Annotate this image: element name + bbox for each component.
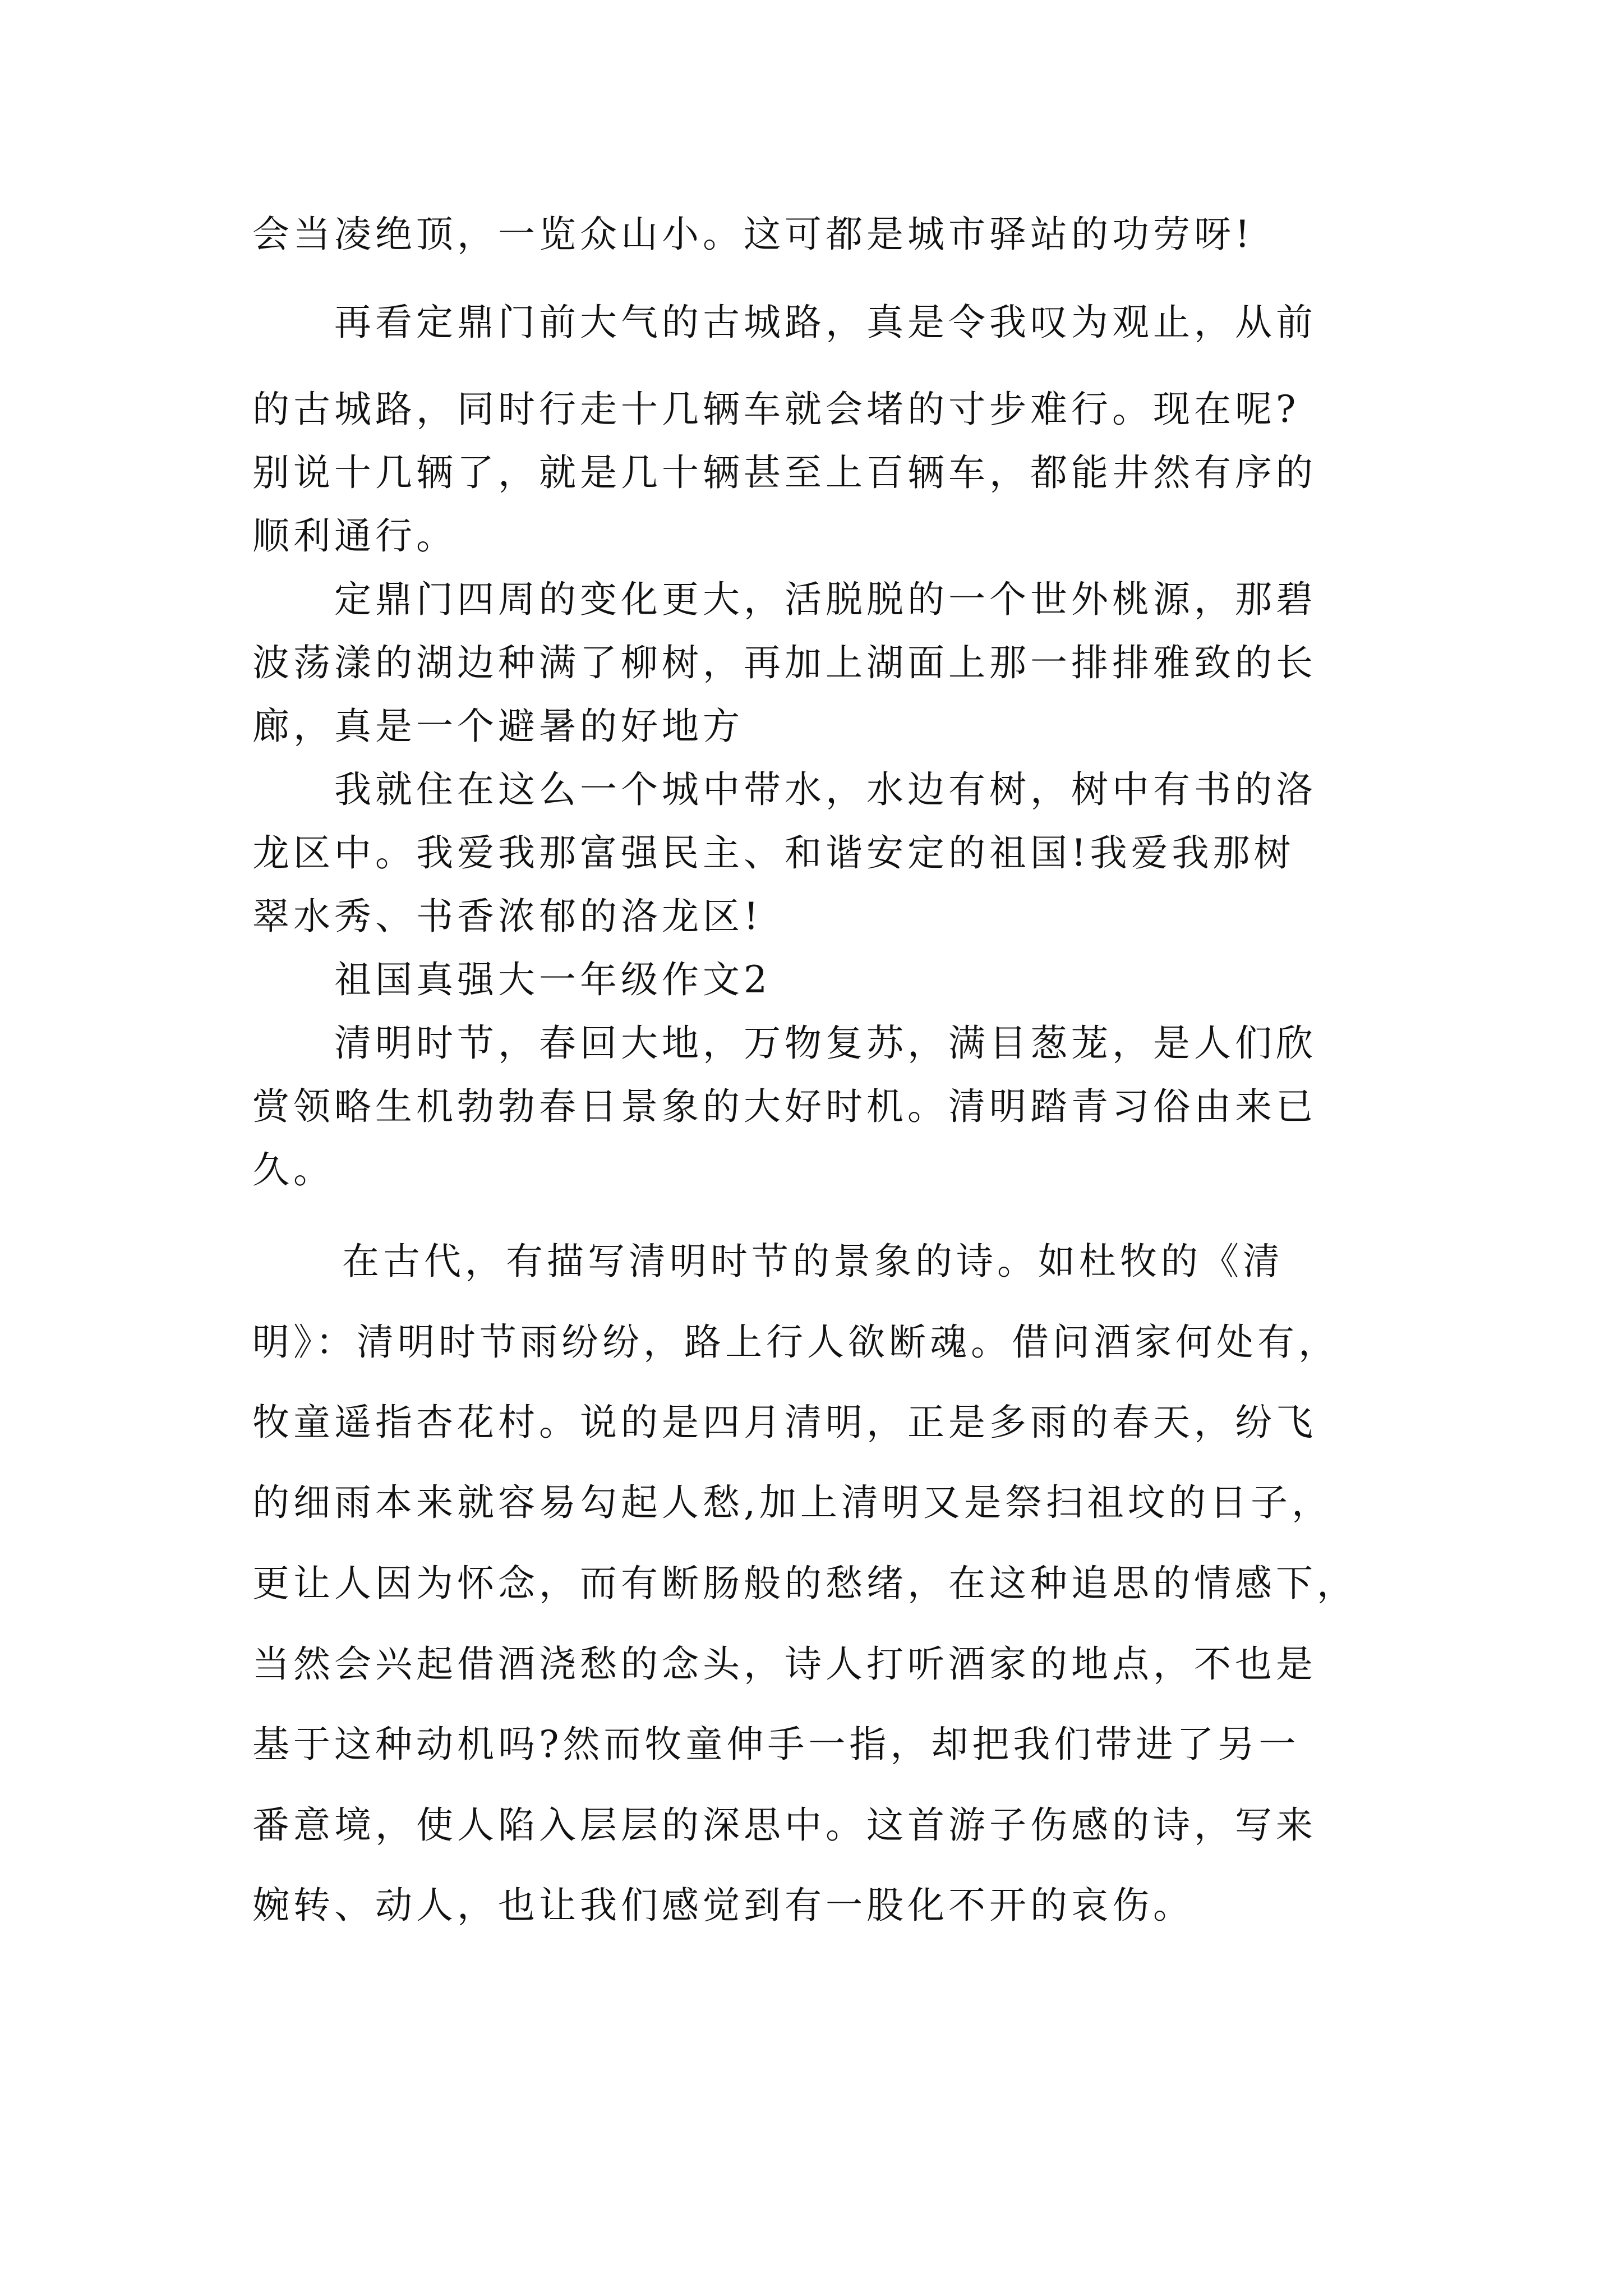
paragraph-start-line: 在古代，有描写清明时节的景象的诗。如杜牧的《清: [342, 1240, 1284, 1283]
text-line: 赏领略生机勃勃春日景象的大好时机。清明踏青习俗由来已: [252, 1085, 1317, 1128]
section-title: 祖国真强大一年级作文2: [334, 958, 771, 1001]
paragraph-start-line: 定鼎门四周的变化更大，活脱脱的一个世外桃源，那碧: [334, 578, 1317, 621]
text-line: 龙区中。我爱我那富强民主、和谐安定的祖国!我爱我那树: [252, 831, 1295, 875]
text-line: 牧童遥指杏花村。说的是四月清明，正是多雨的春天，纷飞: [252, 1401, 1317, 1444]
text-line: 明》：清明时节雨纷纷，路上行人欲断魂。借问酒家何处有，: [252, 1320, 1339, 1364]
text-line: 更让人因为怀念，而有断肠般的愁绪，在这种追思的情感下，: [252, 1562, 1358, 1605]
paragraph-start-line: 再看定鼎门前大气的古城路，真是令我叹为观止，从前: [334, 301, 1317, 344]
text-line: 番意境，使人陷入层层的深思中。这首游子伤感的诗，写来: [252, 1803, 1317, 1847]
text-line: 会当凌绝顶，一览众山小。这可都是城市驿站的功劳呀!: [252, 213, 1254, 256]
text-line: 的细雨本来就容易勾起人愁,加上清明又是祭扫祖坟的日子，: [252, 1481, 1332, 1524]
text-line: 顺利通行。: [252, 514, 457, 558]
paragraph-start-line: 我就住在这么一个城中带水，水边有树，树中有书的洛: [334, 768, 1317, 811]
text-line: 婉转、动人，也让我们感觉到有一股化不开的哀伤。: [252, 1884, 1194, 1927]
text-line: 当然会兴起借酒浇愁的念头，诗人打听酒家的地点，不也是: [252, 1642, 1317, 1686]
text-line: 久。: [252, 1148, 334, 1191]
paragraph-start-line: 清明时节，春回大地，万物复苏，满目葱茏，是人们欣: [334, 1022, 1317, 1065]
text-line: 波荡漾的湖边种满了柳树，再加上湖面上那一排排雅致的长: [252, 641, 1317, 684]
text-line: 别说十几辆了，就是几十辆甚至上百辆车，都能井然有序的: [252, 451, 1317, 494]
text-line: 的古城路，同时行走十几辆车就会堵的寸步难行。现在呢?: [252, 388, 1300, 431]
text-line: 廊，真是一个避暑的好地方: [252, 705, 744, 748]
text-line: 翠水秀、书香浓郁的洛龙区!: [252, 895, 763, 938]
text-line: 基于这种动机吗?然而牧童伸手一指，却把我们带进了另一: [252, 1723, 1300, 1766]
